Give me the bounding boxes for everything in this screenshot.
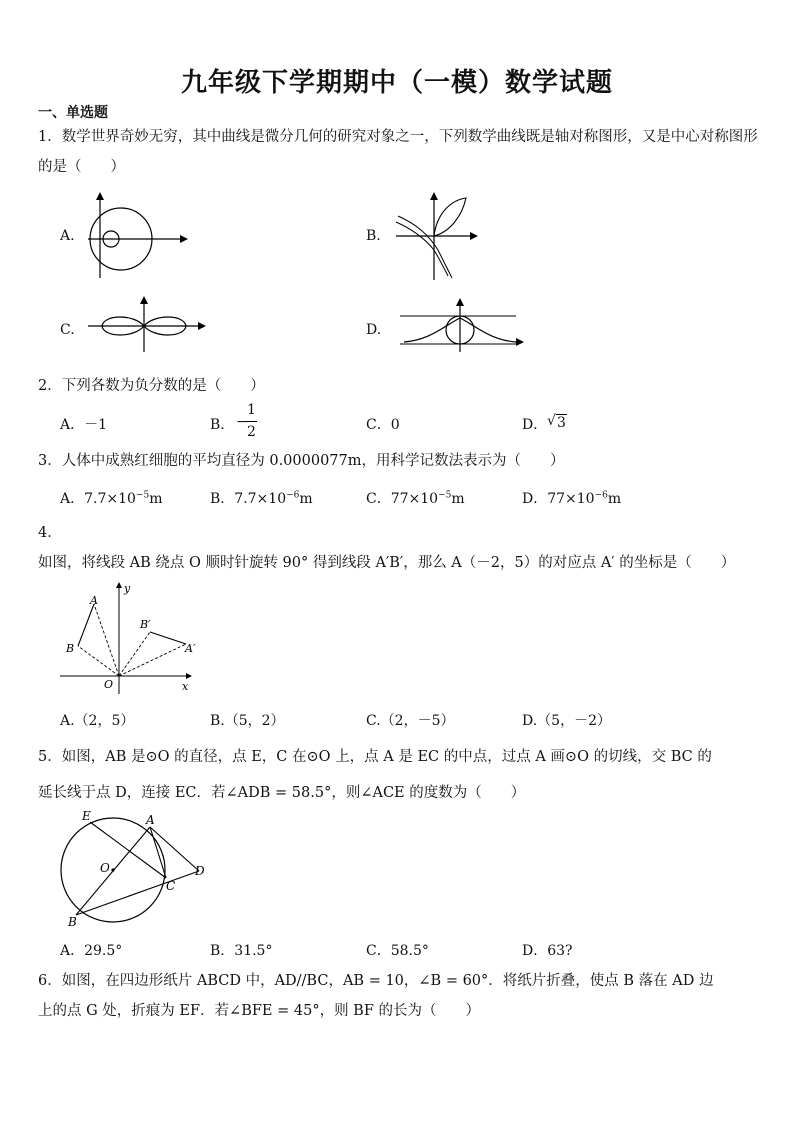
q1-figure-c <box>86 296 210 356</box>
question-number: 2． <box>38 378 62 394</box>
section-heading: 一、单选题 <box>38 105 108 121</box>
question-number: 6． <box>38 973 62 989</box>
option-d: D. <box>366 322 382 338</box>
option-c: C．58.5° <box>366 943 429 959</box>
option-c: C．$77\times 10^{-5}m$ <box>366 490 465 507</box>
option-a: A．$7.7\times 10^{-5}m$ <box>60 490 163 507</box>
label-b: B <box>66 642 75 655</box>
question-1 <box>38 122 758 182</box>
label-a-prime: A′ <box>185 642 196 655</box>
q1-figure-a <box>80 190 190 285</box>
page-title: 九年级下学期期中（一模）数学试题 <box>180 68 613 98</box>
option-c: C．0 <box>366 417 400 433</box>
label-a: A <box>146 813 155 827</box>
question-6-line2: 上的点 G 处，折痕为 EF．若∠BFE = 45°，则 BF 的长为（ ） <box>38 1003 481 1019</box>
question-number: 5． <box>38 749 62 765</box>
label-y: y <box>124 582 131 595</box>
question-2 <box>38 371 758 401</box>
label-o: O <box>104 678 114 691</box>
label-x: x <box>182 680 189 693</box>
question-text: 数学世界奇妙无穷，其中曲线是微分几何的研究对象之一，下列数学曲线既是轴对称图形，又是中心对称图形的是（ ） <box>38 129 758 175</box>
question-text: 如图，AB 是⊙O 的直径，点 E，C 在⊙O 上，点 A 是 EC 的中点，过点 A 画⊙O 的切线，交 BC 的 <box>61 749 712 765</box>
question-5-line1 <box>38 742 758 772</box>
label-b: B <box>68 915 77 929</box>
q4-figure <box>58 582 198 694</box>
option-a: A．29.5° <box>60 943 123 959</box>
sqrt-sign: √ <box>547 413 556 429</box>
label-o: O <box>100 861 110 875</box>
question-6-line1 <box>38 966 758 996</box>
option-d: D．63? <box>522 943 573 959</box>
q1-figure-d <box>392 296 528 356</box>
option-a: A．－1 <box>60 417 108 433</box>
sqrt-radicand: 3 <box>557 415 566 431</box>
question-number: 1． <box>38 129 62 145</box>
option-c: C.（2，－5） <box>366 713 455 729</box>
option-b: B． <box>210 417 235 433</box>
option-a: A. <box>60 228 75 244</box>
option-b: B. <box>366 228 381 244</box>
option-d: D． <box>522 417 548 433</box>
label-b-prime: B′ <box>140 618 151 631</box>
option-c: C. <box>60 322 75 338</box>
option-a: A.（2，5） <box>60 713 135 729</box>
question-5-line2: 延长线于点 D，连接 EC．若∠ADB = 58.5°，则∠ACE 的度数为（ ） <box>38 785 526 801</box>
option-d: D．$77\times 10^{-6}m$ <box>522 490 622 507</box>
negative-sign: − <box>236 414 248 430</box>
question-text: 下列各数为负分数的是（ ） <box>61 378 265 394</box>
fraction-denominator: 2 <box>247 424 256 440</box>
fraction-bar <box>246 421 257 422</box>
option-b: B.（5，2） <box>210 713 285 729</box>
question-text: 人体中成熟红细胞的平均直径为 0.0000077m，用科学记数法表示为（ ） <box>61 453 565 469</box>
label-a: A <box>90 594 98 607</box>
q1-figure-b <box>392 190 482 285</box>
label-e: E <box>82 809 91 823</box>
label-c: C <box>166 879 176 893</box>
fraction-numerator: 1 <box>247 402 256 418</box>
q5-figure <box>54 808 214 930</box>
question-text: 如图，将线段 AB 绕点 O 顺时针旋转 90° 得到线段 A′B′，那么 A（－2，5）的对应点 A′ 的坐标是（ ） <box>38 555 736 571</box>
question-4 <box>38 518 758 578</box>
label-d: D <box>195 864 205 878</box>
question-text: 如图，在四边形纸片 ABCD 中，AD//BC，AB = 10，∠B = 60°．将纸片折叠，使点 B 落在 AD 边 <box>61 973 714 989</box>
question-3 <box>38 446 758 476</box>
question-number: 4． <box>38 525 62 541</box>
option-b: B．31.5° <box>210 943 273 959</box>
option-d: D.（5，－2） <box>522 713 611 729</box>
option-b: B．$7.7\times 10^{-6}m$ <box>210 490 313 507</box>
question-number: 3． <box>38 453 62 469</box>
